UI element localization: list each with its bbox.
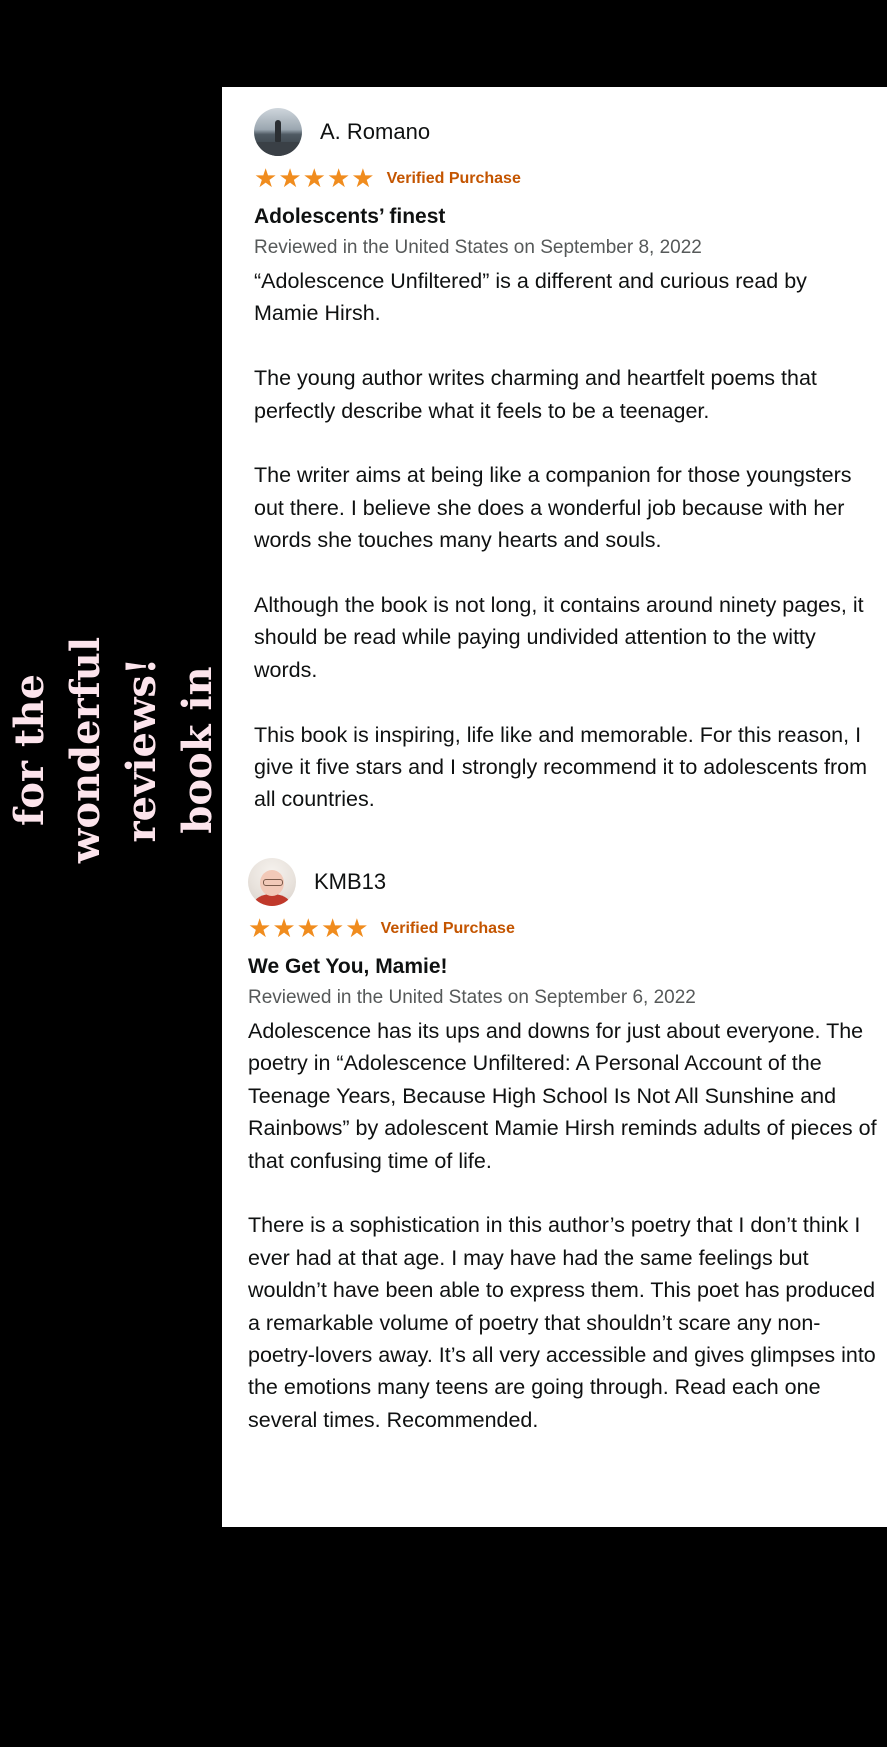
rating-row	[248, 915, 877, 943]
review-title[interactable]: We Get You, Mamie!	[248, 955, 448, 978]
review-paragraph: There is a sophistication in this author’s poetry that I don’t think I ever had at that age. I may have had the same feelings but wouldn’t have been able to express them. This poet has produced a remarkable volume of poetry that shouldn’t scare any non-poetry-lovers away. It’s all very accessible and gives glimpses into the emotions many teens are going through. Read each one several times. Recommended.	[248, 1213, 876, 1432]
avatar[interactable]	[248, 858, 296, 906]
review-meta: Reviewed in the United States on September 8, 2022	[254, 237, 702, 258]
star-rating[interactable]	[254, 166, 375, 192]
star-icon: ★	[278, 164, 302, 194]
avatar[interactable]	[254, 108, 302, 156]
star-icon: ★	[320, 914, 345, 944]
review-body	[254, 265, 877, 816]
star-icon: ★	[296, 914, 320, 944]
star-icon: ★	[254, 164, 278, 194]
verified-purchase-badge[interactable]: Verified Purchase	[380, 920, 515, 937]
review-paragraph: Adolescence has its ups and downs for just about everyone. The poetry in “Adolescence Unfiltered: A Personal Account of the Teenage Years, Because High School Is Not All Sunshine and Rainbows” by adolescent Mamie Hirsh reminds adults of pieces of that confusing time of life.	[248, 1019, 877, 1173]
review-card	[222, 107, 887, 816]
verified-purchase-badge[interactable]: Verified Purchase	[386, 170, 521, 187]
star-icon: ★	[272, 914, 296, 944]
reviews-panel	[222, 87, 887, 1527]
reviewer-name[interactable]: A. Romano	[320, 119, 431, 144]
star-icon: ★	[326, 164, 351, 194]
review-paragraph: Although the book is not long, it contains around ninety pages, it should be read while paying undivided attention to the witty words.	[254, 593, 864, 682]
reviewer-profile[interactable]	[248, 857, 877, 907]
reviewer-profile[interactable]	[254, 107, 877, 157]
side-caption	[6, 470, 222, 1030]
caption-text: for the wonderful reviews! book in	[6, 636, 222, 864]
star-icon: ★	[351, 164, 375, 194]
review-title[interactable]: Adolescents’ finest	[254, 205, 446, 228]
reviewer-name[interactable]: KMB13	[314, 869, 387, 894]
review-body	[248, 1015, 877, 1436]
rating-row	[254, 165, 877, 193]
review-paragraph: This book is inspiring, life like and memorable. For this reason, I give it five stars and I strongly recommend it to adolescents from all countries.	[254, 722, 868, 812]
review-paragraph: The young author writes charming and heartfelt poems that perfectly describe what it feels to be a teenager.	[254, 366, 817, 423]
review-paragraph: The writer aims at being like a companion for those youngsters out there. I believe she does a wonderful job because with her words she touches many hearts and souls.	[254, 463, 852, 553]
star-icon: ★	[345, 914, 369, 944]
star-rating[interactable]	[248, 916, 369, 942]
review-card	[222, 857, 887, 1436]
review-paragraph: “Adolescence Unfiltered” is a different and curious read by Mamie Hirsh.	[254, 269, 807, 326]
star-icon: ★	[302, 164, 326, 194]
star-icon: ★	[248, 914, 272, 944]
review-meta: Reviewed in the United States on September 6, 2022	[248, 987, 696, 1008]
